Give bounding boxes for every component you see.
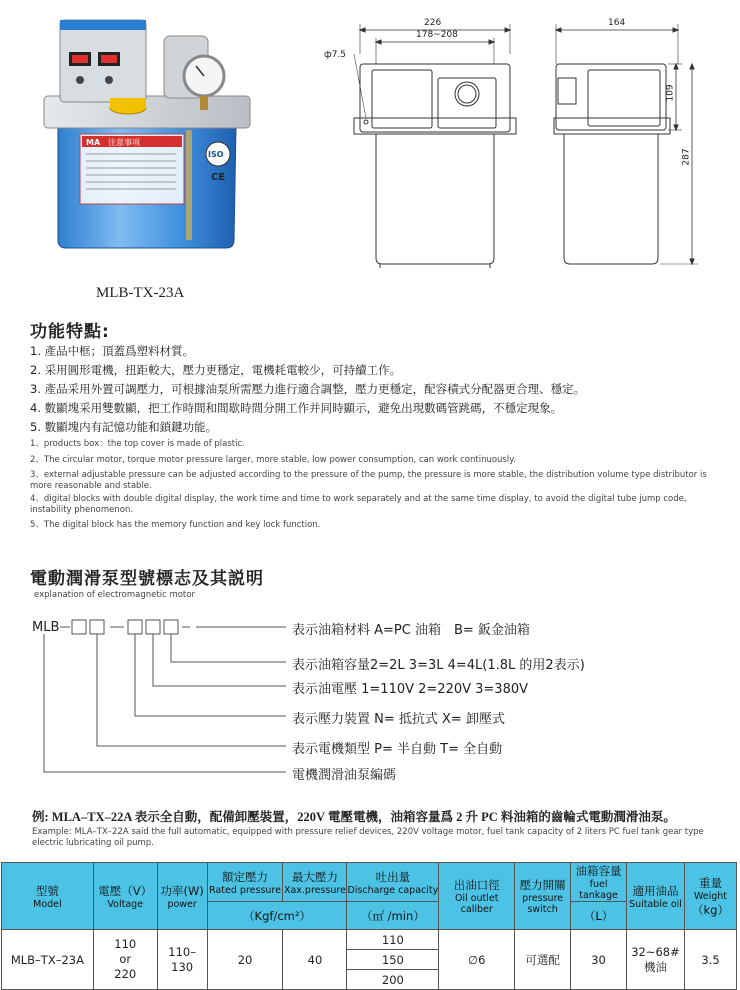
header-outlet: 出油口徑 Oil outlet caliber — [439, 863, 515, 930]
header-model: 型號 Model — [2, 863, 94, 930]
model-code-subtitle: explanation of electromagnetic motor — [34, 590, 195, 600]
cell-oil: 32~68# 機油 — [627, 930, 685, 990]
cell-tank: 30 — [571, 930, 627, 990]
feature-en-2: 2、The circular motor, torque motor pressure larger, more stable, low power consumption, can work continuously. — [30, 455, 516, 465]
feature-en-1: 1、products box：the top cover is made of plastic. — [30, 439, 245, 449]
header-tank: 油箱容量 fuel tankage — [571, 863, 627, 902]
dim-side-total: 287 — [681, 148, 692, 166]
technical-drawing — [318, 14, 730, 276]
example-en: Example: MLA–TX–22A said the full automatic, equipped with pressure relief devices, 220V voltage motor, fuel tank capacity of 2 liters PC fuel tank gear type electric lubricating oil pump. — [32, 827, 704, 848]
model-code-title: 電動潤滑泵型號標志及其説明 — [30, 569, 264, 589]
header-tank-unit: （L） — [571, 902, 627, 930]
cell-switch: 可選配 — [515, 930, 571, 990]
spec-table — [1, 862, 737, 990]
cell-discharge-1: 110 — [347, 930, 439, 950]
feature-cn-3: 3. 產品采用外置可調壓力，可根據油泵所需壓力進行適合調整，壓力更穩定，配容積式分配器更合理、穩定。 — [30, 382, 586, 396]
cell-max: 40 — [283, 930, 347, 990]
cell-weight: 3.5 — [684, 930, 736, 990]
code-label-code: 電機潤滑油泵編碼 — [292, 768, 397, 783]
header-power: 功率(W) power — [157, 863, 207, 930]
dim-hole: ф7.5 — [324, 50, 347, 60]
model-code-diagram — [30, 612, 320, 792]
code-label-material: 表示油箱材料 A=PC 油箱 B= 鈑金油箱 — [292, 623, 530, 638]
dim-front-inner: 178~208 — [416, 30, 458, 40]
code-label-voltage: 表示油電壓 1=110V 2=220V 3=380V — [292, 682, 529, 697]
front-view — [354, 24, 516, 268]
feature-en-3: 3、external adjustable pressure can be adjusted according to the pressure of the pump, the pressure is more stable, the distribution volume type distributor is more reasonable and stable. — [30, 470, 707, 491]
feature-en-4: 4、digital blocks with double digital display, the work time and time to work separately and at the same time display, to avoid the digital tube jump code, instability phenomenon. — [30, 494, 687, 515]
header-max: 最大壓力 Xax.pressure — [283, 863, 347, 902]
code-label-pressure: 表示壓力裝置 N= 抵抗式 X= 卸壓式 — [292, 712, 505, 727]
header-oil: 適用油品 Suitable oil — [627, 863, 685, 930]
code-label-capacity: 表示油箱容量2=2L 3=3L 4=4L(1.8L 的用2表示) — [292, 658, 585, 673]
feature-cn-4: 4. 數顯塊采用雙數顯，把工作時間和間歇時間分開工作并同時顯示，避免出現數碼管跳碼，不穩定現象。 — [30, 401, 563, 415]
product-photo — [36, 14, 252, 252]
code-label-motor: 表示電機類型 P= 半自動 T= 全自動 — [292, 742, 503, 757]
cell-power: 110– 130 — [157, 930, 207, 990]
cell-outlet: ∅6 — [439, 930, 515, 990]
cell-discharge-2: 150 — [347, 950, 439, 970]
header-rated: 額定壓力 Rated pressure — [207, 863, 283, 902]
features-title: 功能特點: — [30, 322, 110, 342]
dim-front-width: 226 — [424, 18, 442, 28]
header-pressure-unit: （Kgf/cm²） — [207, 902, 347, 930]
cell-discharge-3: 200 — [347, 970, 439, 990]
header-switch: 壓力開關 pressure switch — [515, 863, 571, 930]
header-discharge-unit: （㎡ /min） — [347, 902, 439, 930]
logo-icon: MA — [86, 138, 101, 147]
feature-cn-2: 2. 采用圓形電機，扭距較大，壓力更穩定，電機耗電較少，可持續工作。 — [30, 363, 402, 377]
cell-rated: 20 — [207, 930, 283, 990]
dim-side-width: 164 — [608, 18, 626, 28]
cell-model: MLB–TX–23A — [2, 930, 94, 990]
header-voltage: 電壓（V） Voltage — [93, 863, 157, 930]
header-weight: 重量 Weight （kg） — [684, 863, 736, 930]
ce-badge: CE — [211, 172, 226, 183]
example-cn: 例: MLA–TX–22A 表示全自動，配備卸壓裝置，220V 電壓電機，油箱容量爲 2 升 PC 料油箱的齒輪式電動潤滑油泵。 — [32, 810, 676, 824]
feature-cn-1: 1. 產品中框；頂蓋爲塑料材質。 — [30, 344, 195, 358]
front-label-text: 注意事項 — [108, 138, 140, 147]
cell-voltage: 110 or 220 — [93, 930, 157, 990]
side-view — [554, 24, 698, 264]
model-caption: MLB-TX-23A — [96, 285, 185, 301]
iso-badge: ISO — [208, 150, 224, 159]
model-code-prefix: MLB — [32, 620, 60, 635]
header-discharge: 吐出量 Discharge capacity — [347, 863, 439, 902]
feature-cn-5: 5. 數顯塊内有記憶功能和鎖鍵功能。 — [30, 420, 218, 434]
lubrication-pump-illustration — [36, 14, 252, 252]
feature-en-5: 5、The digital block has the memory function and key lock function. — [30, 520, 321, 530]
dim-side-upper: 109 — [665, 84, 676, 102]
